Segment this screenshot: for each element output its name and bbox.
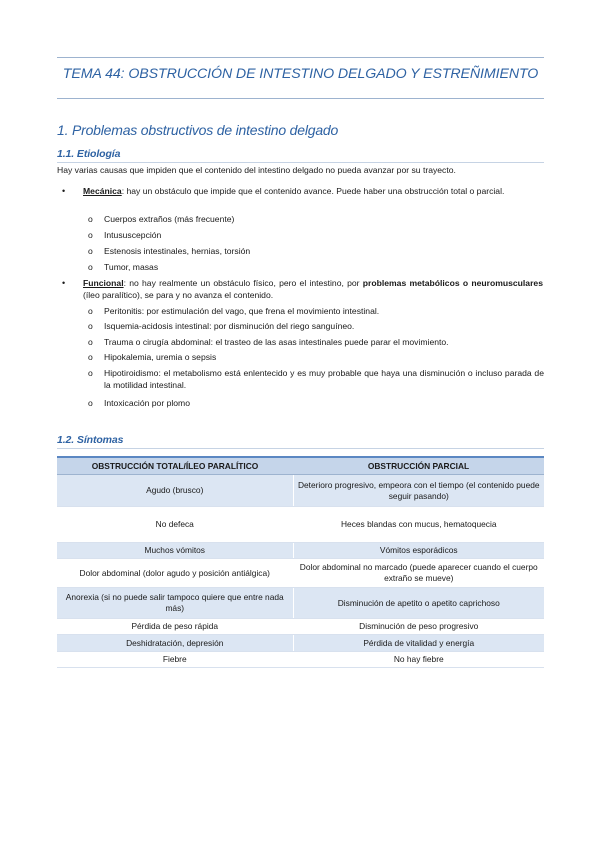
funcional-text-a: : no hay realmente un obstáculo físico, pero el intestino, por — [123, 278, 363, 288]
table-header-row — [57, 457, 544, 475]
table-row — [57, 543, 544, 559]
table-cell: Deshidratación, depresión — [57, 635, 293, 652]
bullet-mecanica-text — [83, 185, 543, 197]
list-item-text: Intususcepción — [104, 230, 162, 240]
subsection-heading-sintomas: 1.2. Síntomas — [57, 434, 124, 446]
table-row — [57, 475, 544, 507]
bullet-mark: • — [62, 186, 66, 196]
table-cell: Pérdida de vitalidad y energía — [293, 635, 544, 652]
sub-mark: o — [88, 352, 93, 362]
title-top-rule — [57, 57, 544, 58]
table-cell: Dolor abdominal (dolor agudo y posición antiálgica) — [57, 559, 293, 588]
funcional-bold: problemas metabólicos o neuromusculares — [362, 278, 543, 288]
sub-mark: o — [88, 230, 93, 240]
table-cell: Disminución de peso progresivo — [293, 619, 544, 635]
list-item-text: Isquemia-acidosis intestinal: por disminución del riego sanguíneo. — [104, 321, 355, 331]
intro-paragraph: Hay varias causas que impiden que el contenido del intestino delgado no pueda avanzar por su trayecto. — [57, 165, 456, 175]
table-row — [57, 619, 544, 635]
bullet-mark: • — [62, 278, 66, 288]
document-title: TEMA 44: OBSTRUCCIÓN DE INTESTINO DELGADO Y ESTREÑIMIENTO — [62, 66, 539, 82]
table-header-cell: OBSTRUCCIÓN TOTAL/ÍLEO PARALÍTICO — [57, 457, 293, 475]
table-row — [57, 507, 544, 543]
mecanica-label: Mecánica — [83, 186, 122, 196]
sub-mark: o — [88, 246, 93, 256]
table-cell: Anorexia (si no puede salir tampoco quiere que entre nada más) — [57, 588, 293, 619]
mecanica-description: : hay un obstáculo que impide que el contenido avance. Puede haber una obstrucción total o parcial. — [121, 186, 505, 196]
table-cell: Fiebre — [57, 652, 293, 668]
table-cell: No hay fiebre — [293, 652, 544, 668]
sub-mark: o — [88, 368, 93, 378]
funcional-text-b: (íleo paralítico), se para y no avanza el contenido. — [83, 290, 274, 300]
table-cell: Pérdida de peso rápida — [57, 619, 293, 635]
sub-mark: o — [88, 321, 93, 331]
table-cell: Vómitos esporádicos — [293, 543, 544, 559]
list-item-text: Estenosis intestinales, hernias, torsión — [104, 246, 251, 256]
table-cell: No defeca — [57, 507, 293, 543]
list-item-text: Trauma o cirugía abdominal: el trasteo de las asas intestinales puede parar el movimiento. — [104, 337, 449, 347]
list-item-text: Hipokalemia, uremia o sepsis — [104, 352, 217, 362]
subsection-rule — [57, 162, 544, 163]
symptoms-table — [57, 456, 544, 668]
sub-mark: o — [88, 262, 93, 272]
subsection-rule — [57, 448, 544, 449]
table-row — [57, 635, 544, 652]
funcional-label: Funcional — [83, 278, 124, 288]
table-row — [57, 652, 544, 668]
sub-mark: o — [88, 398, 93, 408]
list-item-text: Hipotiroidismo: el metabolismo está enlentecido y es muy probable que haya una disminución o incluso parada de la motilidad intestinal. — [104, 368, 544, 390]
table-header-cell: OBSTRUCCIÓN PARCIAL — [293, 457, 544, 475]
table-row — [57, 588, 544, 619]
table-cell: Heces blandas con mucus, hematoquecia — [293, 507, 544, 543]
table-cell: Muchos vómitos — [57, 543, 293, 559]
list-item-text: Cuerpos extraños (más frecuente) — [104, 214, 235, 224]
section-heading: 1. Problemas obstructivos de intestino delgado — [57, 122, 339, 138]
subsection-heading-etiologia: 1.1. Etiología — [57, 148, 121, 160]
sub-mark: o — [88, 214, 93, 224]
table-cell: Deterioro progresivo, empeora con el tiempo (el contenido puede seguir pasando) — [293, 475, 544, 507]
table-row — [57, 559, 544, 588]
table-cell: Agudo (brusco) — [57, 475, 293, 507]
sub-mark: o — [88, 306, 93, 316]
bullet-funcional-text — [83, 277, 543, 301]
table-cell: Disminución de apetito o apetito caprichoso — [293, 588, 544, 619]
bullet-funcional — [57, 277, 544, 303]
title-bottom-rule — [57, 98, 544, 99]
list-item-text: Peritonitis: por estimulación del vago, que frena el movimiento intestinal. — [104, 306, 380, 316]
bullet-mecanica — [57, 185, 544, 211]
list-item-text: Tumor, masas — [104, 262, 159, 272]
table-cell: Dolor abdominal no marcado (puede aparecer cuando el cuerpo extraño se mueve) — [293, 559, 544, 588]
list-item-text: Intoxicación por plomo — [104, 398, 190, 408]
sub-mark: o — [88, 337, 93, 347]
